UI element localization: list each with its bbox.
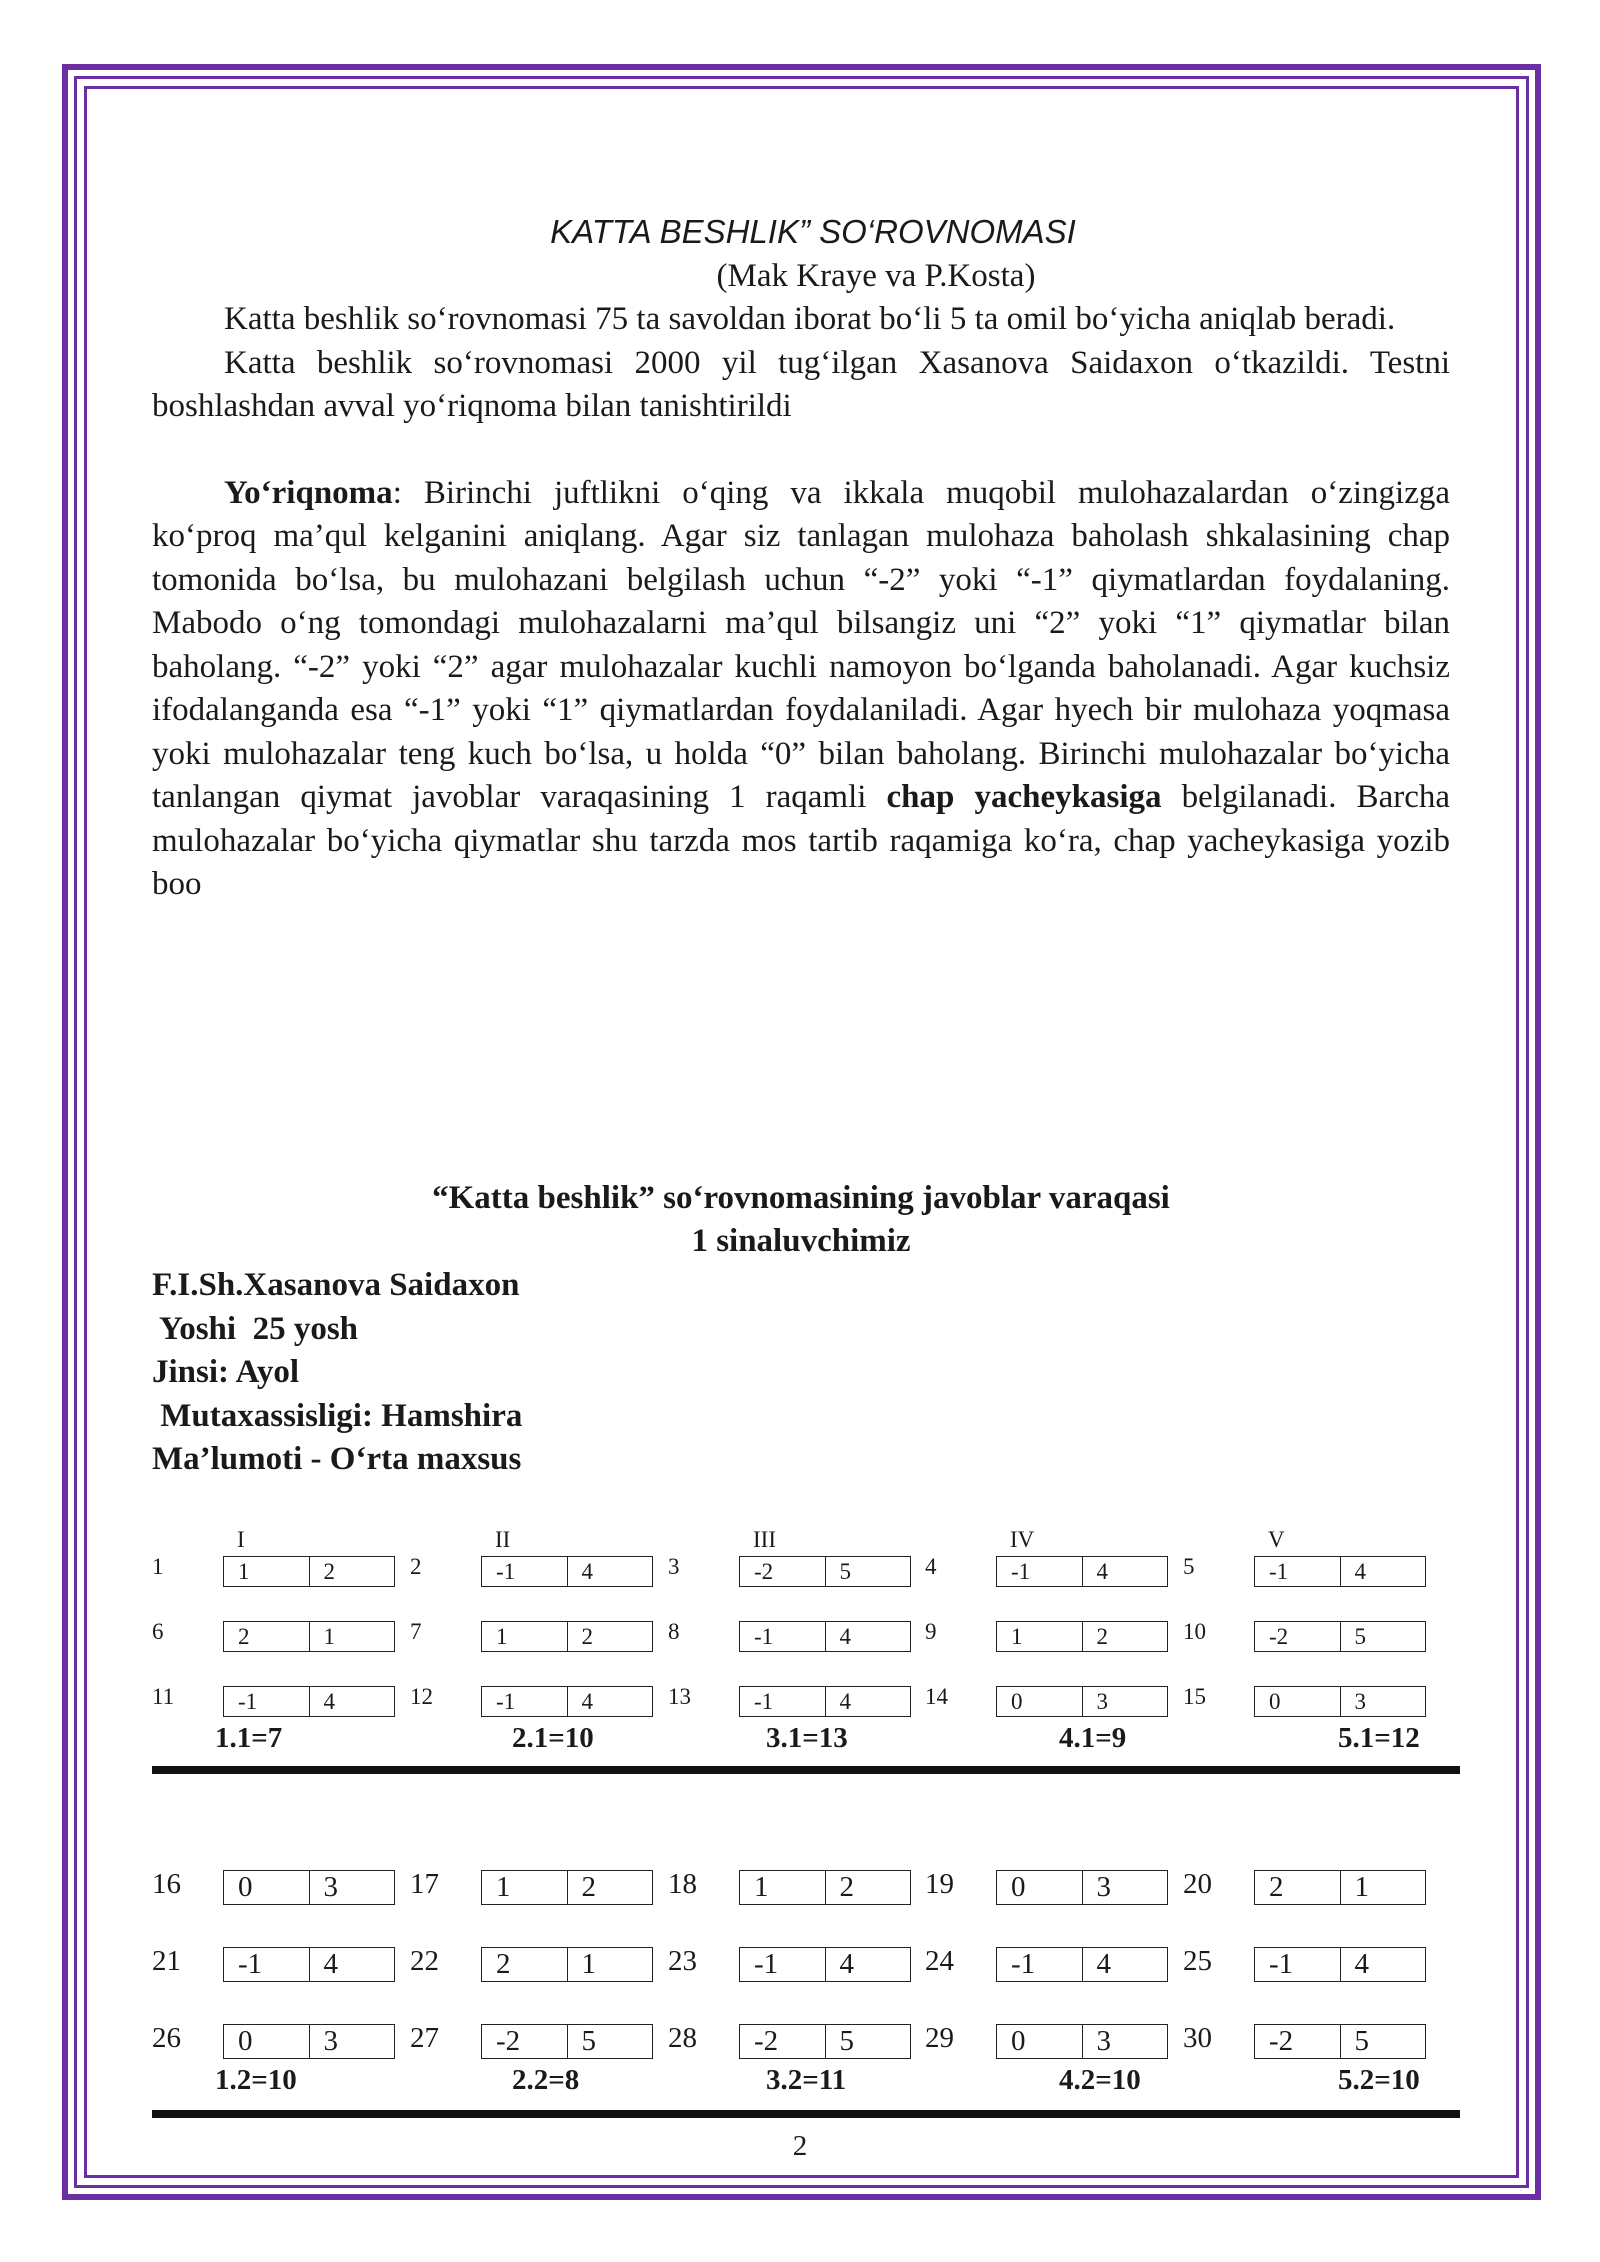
answer-left-value: -1 xyxy=(482,1687,568,1716)
question-number: 11 xyxy=(152,1684,175,1709)
answer-right-value: 1 xyxy=(323,1623,335,1649)
question-number: 13 xyxy=(668,1684,691,1709)
answer-right-value: 4 xyxy=(1096,1558,1108,1584)
factor-sum: 5.2=10 xyxy=(1338,2064,1420,2096)
factor-sum: 3.1=13 xyxy=(766,1722,848,1754)
answer-left-value: 2 xyxy=(482,1948,568,1981)
question-number: 3 xyxy=(668,1554,680,1579)
answer-cell xyxy=(996,1621,1168,1652)
answer-cell xyxy=(996,1556,1168,1587)
question-number: 1 xyxy=(152,1554,164,1579)
answer-right-value: 5 xyxy=(839,1558,851,1584)
answer-right-value: 2 xyxy=(1096,1623,1108,1649)
answer-right-value: 4 xyxy=(581,1688,593,1714)
answer-right-value: 5 xyxy=(1354,1623,1366,1649)
intro-section xyxy=(152,210,1450,907)
question-number: 8 xyxy=(668,1619,680,1644)
divider-rule xyxy=(152,1766,1460,1774)
question-number: 17 xyxy=(410,1868,439,1900)
respondent-info xyxy=(152,1264,522,1482)
answer-cell xyxy=(1254,1870,1426,1905)
answer-cell xyxy=(739,1947,911,1982)
answer-left-value: 1 xyxy=(482,1622,568,1651)
answer-right-value: 4 xyxy=(1096,1948,1111,1980)
answer-left-value: 0 xyxy=(997,1871,1083,1904)
answer-left-value: 1 xyxy=(740,1871,826,1904)
answer-left-value: 1 xyxy=(997,1622,1083,1651)
answer-right-value: 3 xyxy=(1096,1688,1108,1714)
answer-right-value: 5 xyxy=(581,2025,596,2057)
divider-rule xyxy=(152,2110,1460,2118)
answer-right-value: 4 xyxy=(323,1688,335,1714)
answer-cell xyxy=(481,1947,653,1982)
answer-left-value: -2 xyxy=(1255,1622,1341,1651)
answer-cell xyxy=(996,1947,1168,1982)
question-number: 20 xyxy=(1183,1868,1212,1900)
answer-cell xyxy=(481,1686,653,1717)
answer-cell xyxy=(481,1870,653,1905)
question-number: 5 xyxy=(1183,1554,1195,1579)
instruction-text-1: : Birinchi juftlikni o‘qing va ikkala muqobil mulohazalardan o‘zingizga ko‘proq ma’qul kelganini aniqlang. Agar siz tanlagan mulohaza baholash shkalasining chap tomonida bo‘lsa, bu mulohazani belgilash uchun “-2” yoki “-1” qiymatlardan foydalaning. Mabodo o‘ng tomondagi mulohazalarni ma’qul bilsangiz uni “2” yoki “1” qiymatlar bilan baholang. “-2” yoki “2” agar mulohazalar kuchli namoyon bo‘lganda baholanadi. Agar kuchsiz ifodalanganda esa “-1” yoki “1” qiymatlardan foydalaniladi. Agar hyech bir mulohaza yoqmasa yoki mulohazalar teng kuch bo‘lsa, u holda “0” bilan baholang. Birinchi mulohazalar bo‘yicha tanlangan qiymat javoblar varaqasining 1 raqamli xyxy=(152,474,1450,815)
factor-sum: 5.1=12 xyxy=(1338,1722,1420,1754)
factor-sum: 4.2=10 xyxy=(1059,2064,1141,2096)
answer-right-value: 2 xyxy=(839,1871,854,1903)
answer-left-value: -2 xyxy=(1255,2025,1341,2058)
question-number: 21 xyxy=(152,1945,181,1977)
answer-left-value: 0 xyxy=(224,1871,310,1904)
question-number: 12 xyxy=(410,1684,433,1709)
instruction-paragraph xyxy=(152,472,1450,907)
answer-left-value: -1 xyxy=(997,1948,1083,1981)
answer-left-value: 2 xyxy=(1255,1871,1341,1904)
answer-right-value: 4 xyxy=(1354,1948,1369,1980)
question-number: 23 xyxy=(668,1945,697,1977)
question-number: 15 xyxy=(1183,1684,1206,1709)
question-number: 29 xyxy=(925,2022,954,2054)
answer-cell xyxy=(223,1556,395,1587)
answer-cell xyxy=(1254,1621,1426,1652)
factor-label: II xyxy=(495,1527,511,1552)
question-number: 27 xyxy=(410,2022,439,2054)
answer-right-value: 3 xyxy=(1096,1871,1111,1903)
answer-left-value: 0 xyxy=(997,2025,1083,2058)
factor-sum: 2.2=8 xyxy=(512,2064,580,2096)
answer-right-value: 2 xyxy=(323,1558,335,1584)
question-number: 10 xyxy=(1183,1619,1206,1644)
answer-cell xyxy=(996,2024,1168,2059)
respondent-education: Ma’lumoti - O‘rta maxsus xyxy=(152,1441,522,1477)
page-number: 2 xyxy=(792,2130,808,2162)
answer-cell xyxy=(1254,2024,1426,2059)
answer-sheet-heading xyxy=(152,1177,1450,1263)
factor-label: IV xyxy=(1010,1527,1035,1552)
answer-right-value: 1 xyxy=(581,1948,596,1980)
answer-cell xyxy=(223,2024,395,2059)
answer-cell xyxy=(739,2024,911,2059)
factor-sum: 3.2=11 xyxy=(766,2064,847,2096)
answer-left-value: -1 xyxy=(224,1948,310,1981)
question-number: 7 xyxy=(410,1619,422,1644)
answer-right-value: 2 xyxy=(581,1623,593,1649)
answer-cell xyxy=(1254,1947,1426,1982)
question-number: 14 xyxy=(925,1684,948,1709)
answer-right-value: 3 xyxy=(323,2025,338,2057)
question-number: 26 xyxy=(152,2022,181,2054)
factor-label: I xyxy=(237,1527,245,1552)
factor-sum: 2.1=10 xyxy=(512,1722,594,1754)
answer-left-value: 1 xyxy=(224,1557,310,1586)
intro-paragraph-1: Katta beshlik so‘rovnomasi 75 ta savoldan iborat bo‘li 5 ta omil bo‘yicha aniqlab beradi. xyxy=(224,301,1396,337)
answer-left-value: -1 xyxy=(1255,1557,1341,1586)
factor-sum: 1.2=10 xyxy=(215,2064,297,2096)
question-number: 6 xyxy=(152,1619,164,1644)
answer-cell xyxy=(739,1686,911,1717)
question-number: 19 xyxy=(925,1868,954,1900)
document-title: KATTA BESHLIK” SO‘ROVNOMASI xyxy=(550,213,1076,250)
answer-left-value: 0 xyxy=(1255,1687,1341,1716)
answer-right-value: 3 xyxy=(323,1871,338,1903)
instruction-text-2: belgilanadi. Barcha mulohazalar bo‘yicha qiymatlar shu tarzda mos tartib raqamiga ko‘ra, chap yacheykasiga yozib boo xyxy=(152,779,1450,902)
answer-right-value: 4 xyxy=(839,1623,851,1649)
answer-left-value: -1 xyxy=(740,1622,826,1651)
instruction-label: Yo‘riqnoma xyxy=(224,474,393,511)
answer-right-value: 5 xyxy=(839,2025,854,2057)
factor-sum: 1.1=7 xyxy=(215,1722,283,1754)
instruction-bold-text: chap yacheykasiga xyxy=(886,779,1162,815)
respondent-name: F.I.Sh.Xasanova Saidaxon xyxy=(152,1267,520,1303)
answer-right-value: 4 xyxy=(839,1688,851,1714)
answer-cell xyxy=(739,1556,911,1587)
question-number: 30 xyxy=(1183,2022,1212,2054)
question-number: 4 xyxy=(925,1554,937,1579)
question-number: 18 xyxy=(668,1868,697,1900)
answer-cell xyxy=(739,1621,911,1652)
answer-cell xyxy=(223,1686,395,1717)
answer-right-value: 2 xyxy=(581,1871,596,1903)
document-subtitle: (Mak Kraye va P.Kosta) xyxy=(716,258,1036,294)
answer-right-value: 4 xyxy=(581,1558,593,1584)
question-number: 9 xyxy=(925,1619,937,1644)
answer-cell xyxy=(996,1686,1168,1717)
question-number: 25 xyxy=(1183,1945,1212,1977)
factor-label: V xyxy=(1268,1527,1285,1552)
answer-cell xyxy=(996,1870,1168,1905)
answer-cell xyxy=(1254,1556,1426,1587)
intro-paragraph-2: Katta beshlik so‘rovnomasi 2000 yil tug‘ilgan Xasanova Saidaxon o‘tkazildi. Testni boshlashdan avval yo‘riqnoma bilan tanishtirildi xyxy=(152,344,1450,424)
answer-cell xyxy=(739,1870,911,1905)
answer-cell xyxy=(481,2024,653,2059)
answer-left-value: -1 xyxy=(740,1687,826,1716)
question-number: 28 xyxy=(668,2022,697,2054)
answer-cell xyxy=(481,1621,653,1652)
answer-left-value: 1 xyxy=(482,1871,568,1904)
answer-sheet-title: “Katta beshlik” so‘rovnomasining javoblar varaqasi xyxy=(432,1180,1170,1216)
answer-left-value: 2 xyxy=(224,1622,310,1651)
answer-left-value: 0 xyxy=(224,2025,310,2058)
answer-sheet-subtitle: 1 sinaluvchimiz xyxy=(691,1223,911,1259)
answer-right-value: 4 xyxy=(323,1948,338,1980)
answer-left-value: -1 xyxy=(997,1557,1083,1586)
answer-cell xyxy=(1254,1686,1426,1717)
answer-cell xyxy=(223,1621,395,1652)
answer-right-value: 3 xyxy=(1096,2025,1111,2057)
question-number: 2 xyxy=(410,1554,422,1579)
answer-cell xyxy=(481,1556,653,1587)
question-number: 22 xyxy=(410,1945,439,1977)
factor-sum: 4.1=9 xyxy=(1059,1722,1127,1754)
respondent-specialty: Mutaxassisligi: Hamshira xyxy=(152,1397,523,1434)
answer-left-value: -1 xyxy=(740,1948,826,1981)
question-number: 16 xyxy=(152,1868,181,1900)
respondent-gender: Jinsi: Ayol xyxy=(152,1354,300,1390)
answer-left-value: -2 xyxy=(482,2025,568,2058)
answer-right-value: 1 xyxy=(1354,1871,1369,1903)
answer-left-value: -1 xyxy=(1255,1948,1341,1981)
factor-label: III xyxy=(753,1527,776,1552)
answer-left-value: -1 xyxy=(224,1687,310,1716)
answer-right-value: 5 xyxy=(1354,2025,1369,2057)
answer-left-value: -2 xyxy=(740,2025,826,2058)
answer-right-value: 3 xyxy=(1354,1688,1366,1714)
answer-right-value: 4 xyxy=(839,1948,854,1980)
answer-left-value: 0 xyxy=(997,1687,1083,1716)
answer-left-value: -1 xyxy=(482,1557,568,1586)
answer-cell xyxy=(223,1947,395,1982)
question-number: 24 xyxy=(925,1945,954,1977)
answer-cell xyxy=(223,1870,395,1905)
answer-left-value: -2 xyxy=(740,1557,826,1586)
respondent-age: Yoshi 25 yosh xyxy=(152,1310,359,1347)
answer-right-value: 4 xyxy=(1354,1558,1366,1584)
